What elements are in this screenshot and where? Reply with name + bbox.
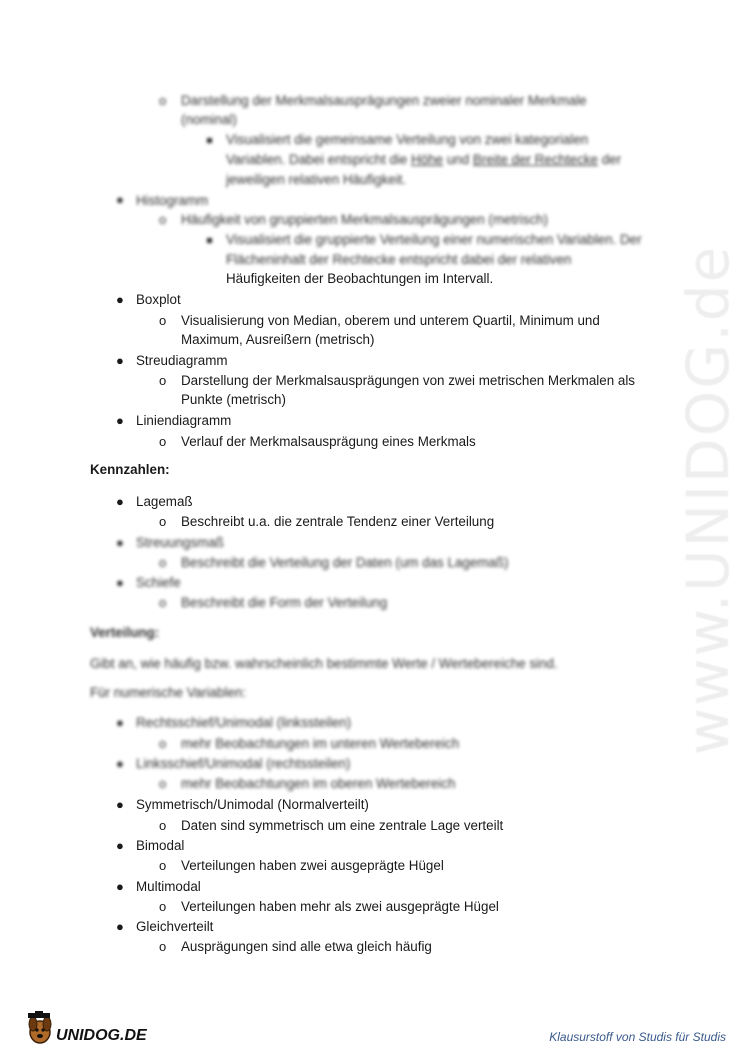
circle-bullet-icon: o — [159, 858, 167, 873]
circle-bullet-icon: o — [159, 899, 167, 914]
bullet-dot-icon: ● — [116, 292, 124, 307]
list-item-bimodal: Bimodal — [136, 838, 185, 853]
text-line: Variablen. Dabei entspricht die Höhe und Breite der Rechtecke der — [226, 152, 622, 167]
text-line: Beschreibt die Form der Verteilung — [181, 595, 388, 610]
text-line: Punkte (metrisch) — [181, 392, 286, 407]
circle-bullet-icon: o — [159, 514, 167, 529]
text-line: Ausprägungen sind alle etwa gleich häufig — [181, 939, 432, 954]
circle-bullet-icon: o — [159, 776, 167, 791]
unidog-logo[interactable] — [22, 1010, 162, 1050]
square-bullet-icon — [207, 238, 212, 243]
bullet-dot-icon: ● — [116, 494, 124, 509]
text-line: jeweiligen relativen Häufigkeit. — [226, 172, 407, 187]
section-heading-kennzahlen: Kennzahlen: — [90, 462, 170, 477]
circle-bullet-icon: o — [159, 93, 167, 108]
bullet-dot-icon: ● — [116, 838, 124, 853]
text-line: Visualisierung von Median, oberem und unterem Quartil, Minimum und — [181, 313, 600, 328]
bullet-dot-icon: ● — [116, 575, 124, 590]
text-line: Daten sind symmetrisch um eine zentrale Lage verteilt — [181, 818, 504, 833]
list-item-gleichverteilt: Gleichverteilt — [136, 919, 214, 934]
list-item-schiefe: Schiefe — [136, 575, 181, 590]
list-item-liniendiagramm: Liniendiagramm — [136, 413, 232, 428]
list-item-boxplot: Boxplot — [136, 292, 181, 307]
text-line: Verlauf der Merkmalsausprägung eines Merkmals — [181, 434, 476, 449]
circle-bullet-icon: o — [159, 939, 167, 954]
list-item-multimodal: Multimodal — [136, 879, 201, 894]
list-item-streudiagramm: Streudiagramm — [136, 353, 228, 368]
text-line: Darstellung der Merkmalsausprägungen zweier nominaler Merkmale — [181, 93, 587, 108]
circle-bullet-icon: o — [159, 212, 167, 227]
text-line: Beschreibt u.a. die zentrale Tendenz einer Verteilung — [181, 514, 495, 529]
circle-bullet-icon: o — [159, 736, 167, 751]
logo-text: UNIDOG.DE — [56, 1027, 147, 1044]
square-bullet-icon — [207, 138, 212, 143]
dog-icon — [28, 1011, 51, 1043]
text-line: Flächeninhalt der Rechtecke entspricht dabei der relativen — [226, 252, 572, 267]
list-item-rechtsschief: Rechtsschief/Unimodal (linkssteilen) — [136, 715, 352, 730]
bullet-dot-icon: ● — [116, 797, 124, 812]
circle-bullet-icon: o — [159, 818, 167, 833]
text-line: (nominal) — [181, 112, 237, 127]
bullet-dot-icon: ● — [116, 879, 124, 894]
bullet-dot-icon: ● — [116, 535, 124, 550]
list-item-lagemass: Lagemaß — [136, 494, 193, 509]
bullet-dot-icon: ● — [116, 919, 124, 934]
text-line: Maximum, Ausreißern (metrisch) — [181, 332, 375, 347]
text-line: mehr Beobachtungen im unteren Wertebereich — [181, 736, 460, 751]
text-line: Verteilungen haben zwei ausgeprägte Hügel — [181, 858, 444, 873]
text-line: Beschreibt die Verteilung der Daten (um das Lagemaß) — [181, 555, 509, 570]
text-line: Häufigkeiten der Beobachtungen im Intervall. — [226, 271, 494, 286]
bullet-dot-icon: ● — [116, 353, 124, 368]
watermark: www.UNIDOG.de — [674, 244, 742, 756]
section-heading-verteilung: Verteilung: — [90, 625, 160, 640]
text-line: Darstellung der Merkmalsausprägungen von zwei metrischen Merkmalen als — [181, 373, 635, 388]
bullet-dot-icon: ● — [116, 756, 124, 771]
text-line: mehr Beobachtungen im oberen Wertebereich — [181, 776, 456, 791]
bullet-dot-icon: ● — [116, 413, 124, 428]
footer-tagline: Klausurstoff von Studis für Studis — [549, 1030, 726, 1044]
text-line: Häufigkeit von gruppierten Merkmalsausprägungen (metrisch) — [181, 212, 548, 227]
circle-bullet-icon: o — [159, 595, 167, 610]
text-line: Verteilungen haben mehr als zwei ausgeprägte Hügel — [181, 899, 499, 914]
circle-bullet-icon: o — [159, 555, 167, 570]
list-item-linksschief: Linksschief/Unimodal (rechtssteilen) — [136, 756, 351, 771]
circle-bullet-icon: o — [159, 313, 167, 328]
list-item-streuungsmass: Streuungsmaß — [136, 535, 224, 550]
bullet-dot-icon: ● — [116, 192, 124, 207]
list-item-symmetrisch: Symmetrisch/Unimodal (Normalverteilt) — [136, 797, 369, 812]
list-item-histogramm: Histogramm — [136, 193, 209, 208]
text-line: Visualisiert die gemeinsame Verteilung von zwei kategorialen — [226, 132, 589, 147]
circle-bullet-icon: o — [159, 434, 167, 449]
circle-bullet-icon: o — [159, 373, 167, 388]
text-line: Für numerische Variablen: — [90, 685, 247, 700]
bullet-dot-icon: ● — [116, 715, 124, 730]
text-line: Visualisiert die gruppierte Verteilung einer numerischen Variablen. Der — [226, 232, 642, 247]
text-line: Gibt an, wie häufig bzw. wahrscheinlich bestimmte Werte / Wertebereiche sind. — [90, 656, 558, 671]
